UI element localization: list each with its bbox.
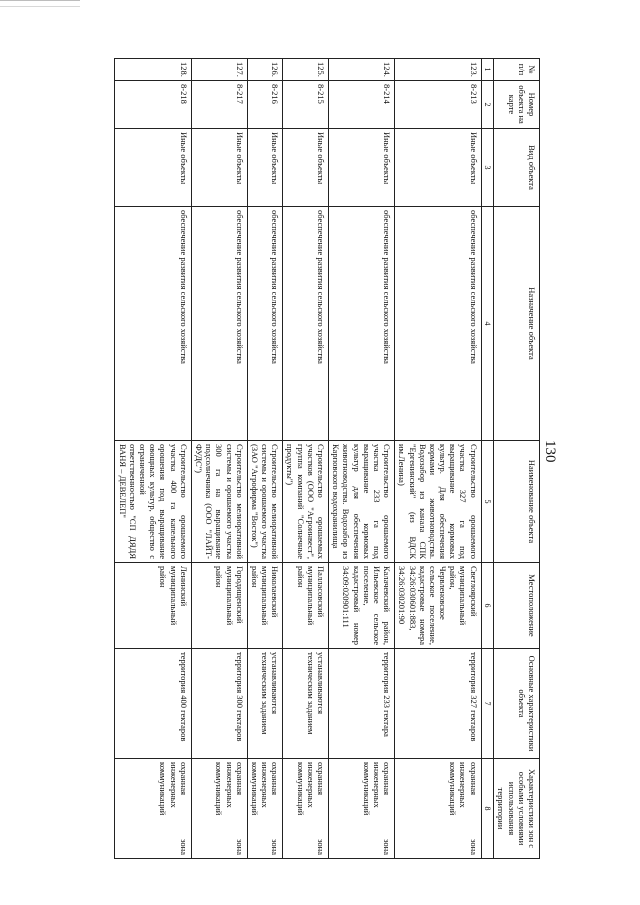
row-index: 125.: [283, 59, 329, 81]
row-map-number: 8-216: [247, 81, 283, 129]
table-row: [329, 59, 395, 859]
row-characteristics: территория 300 гектаров: [191, 649, 247, 759]
column-number: 4: [481, 207, 494, 441]
row-zones: охранная зона инженерных коммуникаций: [283, 759, 329, 859]
row-characteristics: территория 400 гектаров: [115, 649, 191, 759]
row-purpose: обеспечение развития сельского хозяйства: [283, 207, 329, 441]
row-map-number: 8-214: [329, 81, 395, 129]
header-cell-object-type: Вид объекта: [494, 129, 540, 207]
column-number: 3: [481, 129, 494, 207]
row-index: 124.: [329, 59, 395, 81]
row-object-name: Строительство орошаемых участков (ООО "Агроинвест", группа компаний "Солнечные продукты"): [283, 441, 329, 563]
row-object-type: Иные объекты: [395, 129, 482, 207]
row-location: Калачевский район, Ильевское сельское поселение, кадастровый номер 34:09:020901:111: [329, 563, 395, 649]
row-object-name: Строительство орошаемого участка 327 га под выращивание кормовых культур. Для обеспечения кормами животноводства. Водозабор из канала СПК "Ергенинский" (из ВДСК им.Ленина): [395, 441, 482, 563]
row-characteristics: территория 233 гектара: [329, 649, 395, 759]
row-purpose: обеспечение развития сельского хозяйства: [329, 207, 395, 441]
column-number: 7: [481, 649, 494, 759]
row-zones: охранная зона инженерных коммуникаций: [115, 759, 191, 859]
row-purpose: обеспечение развития сельского хозяйства: [395, 207, 482, 441]
row-purpose: обеспечение развития сельского хозяйства: [115, 207, 191, 441]
row-index: 128.: [115, 59, 191, 81]
row-object-name: Строительство орошаемого участка 233 га под выращивание кормовых культур для обеспечения животноводства. Водозабор из Карповского водохранилища: [329, 441, 395, 563]
column-number: 8: [481, 759, 494, 859]
row-purpose: обеспечение развития сельского хозяйства: [247, 207, 283, 441]
scan-edge-line: [0, 0, 80, 1]
row-characteristics: устанавливаются техническим заданием: [247, 649, 283, 759]
table-row: [395, 59, 482, 859]
table-row: [191, 59, 247, 859]
row-object-type: Иные объекты: [247, 129, 283, 207]
row-object-type: Иные объекты: [191, 129, 247, 207]
column-number: 2: [481, 81, 494, 129]
header-cell-map-number: Номер объекта на карте: [494, 81, 540, 129]
column-number: 1: [481, 59, 494, 81]
row-index: 127.: [191, 59, 247, 81]
row-map-number: 8-215: [283, 81, 329, 129]
row-zones: охранная зона инженерных коммуникаций: [395, 759, 482, 859]
row-location: Ленинский муниципальный район: [115, 563, 191, 649]
header-cell-location: Местоположение: [494, 563, 540, 649]
row-object-name: Строительство орошаемого участка 400 га капельного орошения под выращивание овощных культур, общество с ограниченной ответственностью "СП ДЯДЯ ВАНЯ – ДЕВЕЛЕП": [115, 441, 191, 563]
row-map-number: 8-217: [191, 81, 247, 129]
row-zones: охранная зона инженерных коммуникаций: [329, 759, 395, 859]
column-number: 5: [481, 441, 494, 563]
header-cell-index: № п/п: [494, 59, 540, 81]
row-object-type: Иные объекты: [329, 129, 395, 207]
rotated-table-sheet: [117, 58, 540, 858]
row-index: 126.: [247, 59, 283, 81]
header-cell-purpose: Назначение объекта: [494, 207, 540, 441]
table-row: [283, 59, 329, 859]
row-purpose: обеспечение развития сельского хозяйства: [191, 207, 247, 441]
page-number: 130: [542, 440, 558, 463]
header-cell-characteristics: Основные характеристики объекта: [494, 649, 540, 759]
header-cell-object-name: Наименование объекта: [494, 441, 540, 563]
row-index: 123.: [395, 59, 482, 81]
objects-table: [114, 58, 540, 859]
column-number: 6: [481, 563, 494, 649]
row-location: Светлоярский муниципальный район, Червленовское сельское поселение, кадастровые номера 34:26:030601:883, 34:26:030201:90: [395, 563, 482, 649]
row-zones: охранная зона инженерных коммуникаций: [247, 759, 283, 859]
row-location: Николаевский муниципальный район: [247, 563, 283, 649]
row-characteristics: устанавливаются техническим заданием: [283, 649, 329, 759]
row-map-number: 8-213: [395, 81, 482, 129]
row-location: Городищенский муниципальный район: [191, 563, 247, 649]
row-location: Палласовский муниципальный район: [283, 563, 329, 649]
row-map-number: 8-218: [115, 81, 191, 129]
row-object-type: Иные объекты: [115, 129, 191, 207]
scan-edge-line: [0, 6, 80, 7]
row-object-name: Строительство мелиоративной системы и орошаемого участка 300 га на выращивание подсолнечника (ООО "ЛАЙТ-ФУДС"): [191, 441, 247, 563]
row-object-type: Иные объекты: [283, 129, 329, 207]
header-cell-zones: Характеристики зон с особыми условиями использования территории: [494, 759, 540, 859]
row-zones: охранная зона инженерных коммуникаций: [191, 759, 247, 859]
row-object-name: Строительство мелиоративной системы и орошаемого участка (ЗАО "Агрофирма "Восток"): [247, 441, 283, 563]
table-row: [115, 59, 191, 859]
table-row: [247, 59, 283, 859]
column-number-row: [481, 59, 494, 859]
row-characteristics: территория 327 гектаров: [395, 649, 482, 759]
header-row: [494, 59, 540, 859]
